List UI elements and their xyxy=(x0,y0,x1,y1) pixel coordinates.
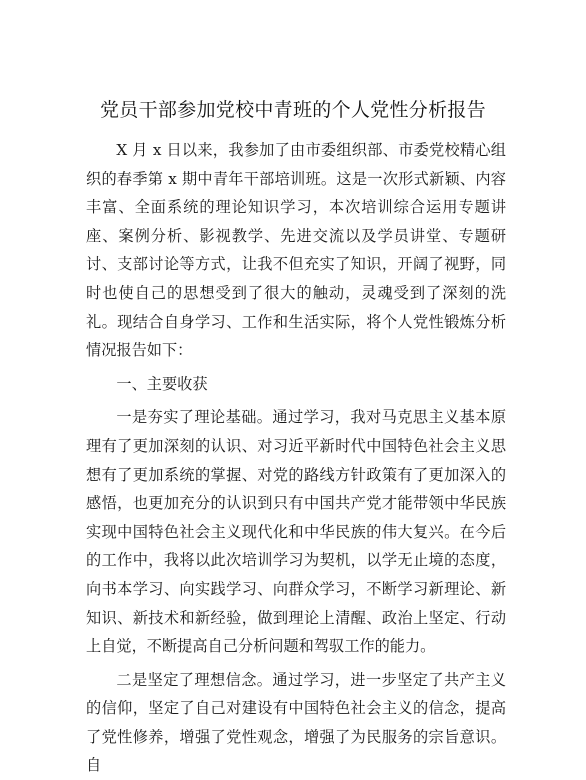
paragraph-ideals-belief: 二是坚定了理想信念。通过学习，进一步坚定了共产主义的信仰，坚定了自己对建设有中国特色社会主义的信念，提高了党性修养，增强了党性观念，增强了为民服务的宗旨意识。自 xyxy=(86,670,506,775)
paragraph-theory-foundation: 一是夯实了理论基础。通过学习，我对马克思主义基本原理有了更加深刻的认识、对习近平新时代中国特色社会主义思想有了更加系统的掌握、对党的路线方针政策有了更加深入的感悟，也更加充分的认识到只有中国共产党才能带领中华民族实现中国特色社会主义现代化和中华民族的伟大复兴。在今后的工作中，我将以此次培训学习为契机，以学无止境的态度，向书本学习、向实践学习、向群众学习，不断学习新理论、新知识、新技术和新经验，做到理论上清醒、政治上坚定、行动上自觉，不断提高自己分析问题和驾驭工作的能力。 xyxy=(86,408,506,656)
section-heading-main-gains: 一、主要收获 xyxy=(116,374,208,393)
intro-paragraph: X 月 x 日以来，我参加了由市委组织部、市委党校精心组织的春季第 x 期中青年干部培训班。这是一次形式新颖、内容丰富、全面系统的理论知识学习，本次培训综合运用专题讲座、案例分析、影视教学、先进交流以及学员讲堂、专题研讨、支部讨论等方式，让我不但充实了知识，开阔了视野，同时也使自己的思想受到了很大的触动，灵魂受到了深刻的洗礼。现结合自身学习、工作和生活实际，将个人党性锻炼分析情况报告如下： xyxy=(86,141,506,360)
document-title: 党员干部参加党校中青班的个人党性分析报告 xyxy=(99,99,486,121)
document-body xyxy=(86,136,506,780)
